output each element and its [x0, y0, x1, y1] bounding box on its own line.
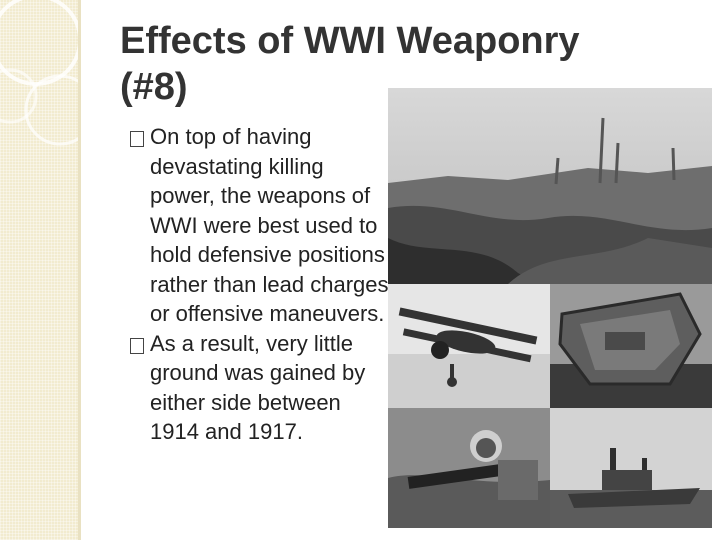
decorative-side-strip: [0, 0, 78, 540]
bullet-text: On top of having devastating killing power, the weapons of WWI were best used to hold defensive positions rather than lead charges or offensive maneuvers.: [150, 124, 389, 326]
checkbox-square-icon: [130, 131, 144, 147]
photo-collage: [388, 88, 712, 528]
bullet-item: [128, 122, 393, 329]
bullet-list: [128, 122, 393, 447]
circle-ornament-icon: [0, 0, 78, 540]
slide-title-line2: (#8): [120, 66, 188, 108]
side-strip-edge: [78, 0, 81, 540]
bullet-text: As a result, very little ground was gained by either side between 1914 and 1917.: [150, 330, 366, 444]
checkbox-square-icon: [130, 338, 144, 354]
machine-gun-photo: [388, 408, 550, 528]
tank-photo: [550, 284, 712, 408]
slide-title-line1: Effects of WWI Weaponry: [120, 20, 580, 62]
bullet-item: [128, 329, 393, 447]
battlefield-photo: [388, 88, 712, 284]
warship-photo: [550, 408, 712, 528]
biplane-photo: [388, 284, 550, 408]
